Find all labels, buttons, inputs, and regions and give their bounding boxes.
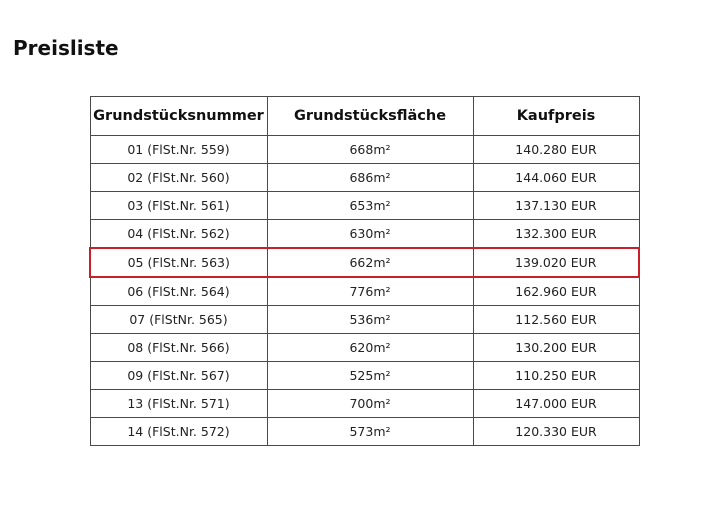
cell-plot-area: 668m² xyxy=(267,136,473,164)
header-purchase-price: Kaufpreis xyxy=(473,97,639,136)
cell-plot-number: 03 (FlSt.Nr. 561) xyxy=(90,192,267,220)
cell-plot-number: 09 (FlSt.Nr. 567) xyxy=(90,362,267,390)
cell-purchase-price: 120.330 EUR xyxy=(473,418,639,446)
cell-purchase-price: 137.130 EUR xyxy=(473,192,639,220)
table-row xyxy=(90,306,639,334)
cell-plot-number: 04 (FlSt.Nr. 562) xyxy=(90,220,267,249)
cell-plot-area: 776m² xyxy=(267,277,473,306)
cell-plot-number: 05 (FlSt.Nr. 563) xyxy=(90,248,267,277)
cell-plot-number: 07 (FlStNr. 565) xyxy=(90,306,267,334)
table-row xyxy=(90,136,639,164)
cell-purchase-price: 162.960 EUR xyxy=(473,277,639,306)
cell-purchase-price: 110.250 EUR xyxy=(473,362,639,390)
cell-purchase-price: 140.280 EUR xyxy=(473,136,639,164)
header-plot-area: Grundstücksfläche xyxy=(267,97,473,136)
page-title: Preisliste xyxy=(13,36,119,60)
table-body xyxy=(90,136,639,446)
table-row xyxy=(90,220,639,249)
table-row xyxy=(90,192,639,220)
cell-plot-number: 01 (FlSt.Nr. 559) xyxy=(90,136,267,164)
cell-purchase-price: 139.020 EUR xyxy=(473,248,639,277)
table-row xyxy=(90,334,639,362)
table-row xyxy=(90,277,639,306)
cell-plot-area: 700m² xyxy=(267,390,473,418)
table-row xyxy=(90,418,639,446)
cell-plot-number: 08 (FlSt.Nr. 566) xyxy=(90,334,267,362)
cell-plot-area: 573m² xyxy=(267,418,473,446)
table-header xyxy=(90,97,639,136)
cell-plot-area: 686m² xyxy=(267,164,473,192)
cell-plot-area: 662m² xyxy=(267,248,473,277)
cell-purchase-price: 132.300 EUR xyxy=(473,220,639,249)
header-plot-number: Grundstücksnummer xyxy=(90,97,267,136)
cell-plot-area: 525m² xyxy=(267,362,473,390)
header-row xyxy=(90,97,639,136)
price-table xyxy=(89,96,640,446)
cell-plot-number: 06 (FlSt.Nr. 564) xyxy=(90,277,267,306)
cell-plot-area: 630m² xyxy=(267,220,473,249)
cell-plot-number: 14 (FlSt.Nr. 572) xyxy=(90,418,267,446)
cell-purchase-price: 130.200 EUR xyxy=(473,334,639,362)
cell-plot-number: 13 (FlSt.Nr. 571) xyxy=(90,390,267,418)
cell-plot-area: 620m² xyxy=(267,334,473,362)
cell-plot-area: 653m² xyxy=(267,192,473,220)
cell-plot-area: 536m² xyxy=(267,306,473,334)
table-row-highlighted xyxy=(90,248,639,277)
cell-purchase-price: 144.060 EUR xyxy=(473,164,639,192)
cell-purchase-price: 112.560 EUR xyxy=(473,306,639,334)
table-row xyxy=(90,390,639,418)
table-row xyxy=(90,164,639,192)
cell-purchase-price: 147.000 EUR xyxy=(473,390,639,418)
table-row xyxy=(90,362,639,390)
cell-plot-number: 02 (FlSt.Nr. 560) xyxy=(90,164,267,192)
